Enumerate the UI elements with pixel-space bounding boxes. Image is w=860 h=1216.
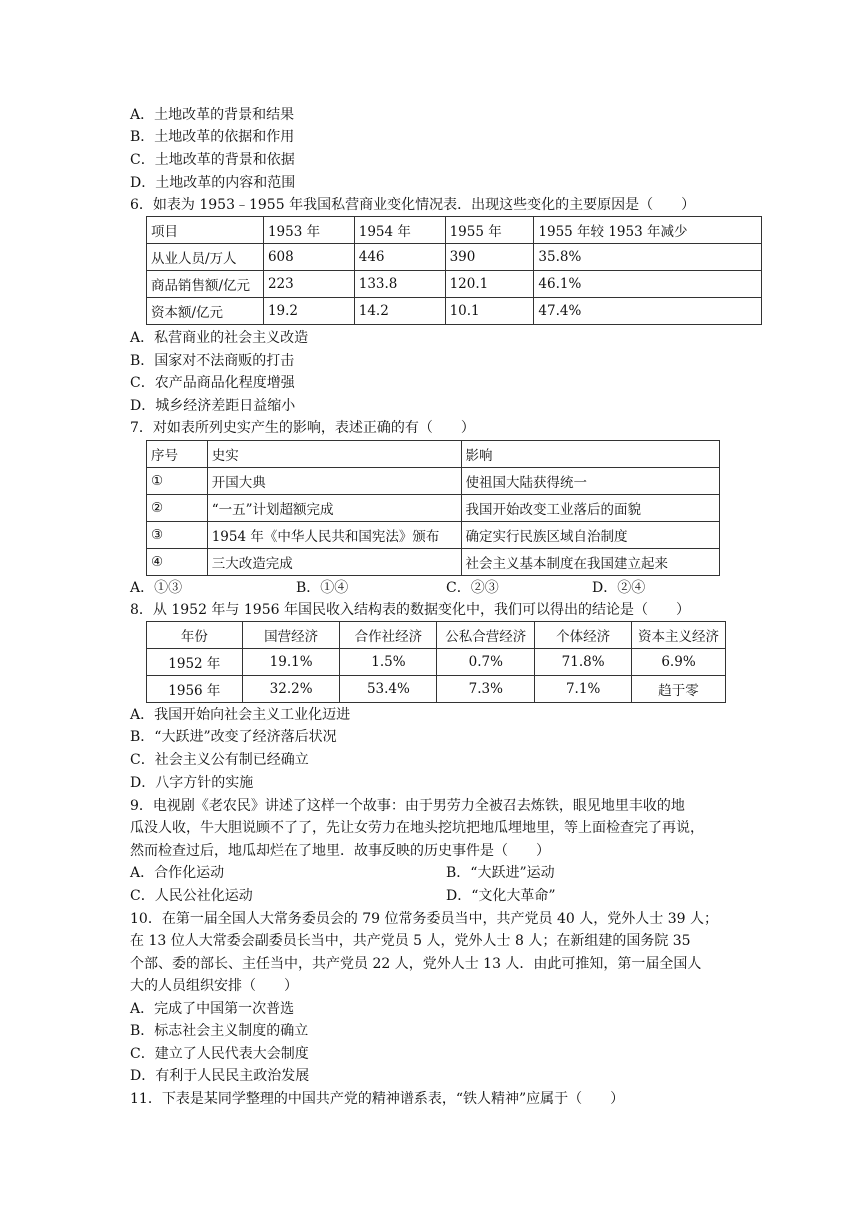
q7-option-c: C．②③ [446, 580, 499, 596]
table-cell: 资本主义经济 [632, 622, 726, 649]
q8-stem: 8．从 1952 年与 1956 年国民收入结构表的数据变化中，我们可以得出的结论是（ ） [130, 602, 690, 618]
table-cell: 1955 年 [445, 217, 534, 244]
q10-stem-line: 大的人员组织安排（ ） [130, 978, 298, 994]
table-cell: 史实 [207, 441, 461, 468]
table-cell: 1953 年 [263, 217, 354, 244]
table-row [147, 298, 762, 325]
q9-option-d: D．“文化大革命” [446, 888, 556, 904]
table-cell: “一五”计划超额完成 [207, 495, 461, 522]
q6-table [146, 216, 762, 325]
q6-option-b: B．国家对不法商贩的打击 [130, 353, 295, 369]
table-cell: 确定实行民族区域自治制度 [461, 522, 719, 549]
table-row [147, 676, 726, 703]
q9-option-c: C．人民公社化运动 [130, 888, 253, 904]
table-cell: 使祖国大陆获得统一 [461, 468, 719, 495]
table-cell: 10.1 [445, 298, 534, 325]
table-cell: 6.9% [632, 649, 726, 676]
table-cell: 19.1% [242, 649, 340, 676]
q9-option-a: A．合作化运动 [130, 865, 225, 881]
table-cell: 7.1% [535, 676, 632, 703]
table-cell: 1954 年《中华人民共和国宪法》颁布 [207, 522, 461, 549]
table-cell: 趋于零 [632, 676, 726, 703]
q5-option-b: B．土地改革的依据和作用 [130, 129, 295, 145]
q5-option-c: C．土地改革的背景和依据 [130, 152, 295, 168]
table-cell: 71.8% [535, 649, 632, 676]
q6-option-c: C．农产品商品化程度增强 [130, 375, 295, 391]
table-cell: 133.8 [354, 271, 445, 298]
table-row [147, 649, 726, 676]
table-cell: 1952 年 [147, 649, 243, 676]
table-cell: 从业人员/万人 [147, 244, 264, 271]
table-cell: 0.7% [437, 649, 535, 676]
q9-stem-line: 9．电视剧《老农民》讲述了这样一个故事：由于男劳力全被召去炼铁，眼见地里丰收的地 [130, 798, 685, 814]
q8-table [146, 621, 726, 703]
q9-option-b: B．“大跃进”运动 [446, 865, 555, 881]
q6-option-d: D．城乡经济差距日益缩小 [130, 398, 296, 414]
table-cell: 1955 年较 1953 年减少 [534, 217, 762, 244]
table-cell: 资本额/亿元 [147, 298, 264, 325]
table-cell: 年份 [147, 622, 243, 649]
table-row [147, 622, 726, 649]
table-cell: 35.8% [534, 244, 762, 271]
q10-stem-line: 个部、委的部长、主任当中，共产党员 22 人，党外人士 13 人．由此可推知，第一届全国人 [130, 956, 702, 972]
q9-stem-line: 然而检查过后，地瓜却烂在了地里．故事反映的历史事件是（ ） [130, 843, 550, 859]
q7-option-d: D．②④ [592, 580, 646, 596]
table-cell: ① [147, 468, 208, 495]
table-cell: 1954 年 [354, 217, 445, 244]
table-cell: 47.4% [534, 298, 762, 325]
table-cell: 个体经济 [535, 622, 632, 649]
q8-option-a: A．我国开始向社会主义工业化迈进 [130, 707, 351, 723]
table-cell: 446 [354, 244, 445, 271]
table-cell: ② [147, 495, 208, 522]
table-row [147, 271, 762, 298]
table-cell: 608 [263, 244, 354, 271]
table-row [147, 244, 762, 271]
table-cell: 合作社经济 [340, 622, 437, 649]
q6-stem: 6．如表为 1953﹣1955 年我国私营商业变化情况表．出现这些变化的主要原因是（ ） [130, 197, 696, 213]
table-cell: 公私合营经济 [437, 622, 535, 649]
table-cell: 影响 [461, 441, 719, 468]
table-cell: 三大改造完成 [207, 549, 461, 576]
q11-stem: 11．下表是某同学整理的中国共产党的精神谱系表，“铁人精神”应属于（ ） [130, 1091, 625, 1107]
q8-option-b: B．“大跃进”改变了经济落后状况 [130, 729, 337, 745]
table-row [147, 441, 720, 468]
q5-option-a: A．土地改革的背景和结果 [130, 107, 295, 123]
table-cell: ③ [147, 522, 208, 549]
q6-option-a: A．私营商业的社会主义改造 [130, 330, 309, 346]
q7-stem: 7．对如表所列史实产生的影响，表述正确的有（ ） [130, 420, 475, 436]
table-row [147, 549, 720, 576]
q7-option-b: B．①④ [296, 580, 349, 596]
q10-option-b: B．标志社会主义制度的确立 [130, 1023, 309, 1039]
q5-option-d: D．土地改革的内容和范围 [130, 175, 296, 191]
q10-option-a: A．完成了中国第一次普选 [130, 1001, 295, 1017]
table-cell: 19.2 [263, 298, 354, 325]
table-cell: 开国大典 [207, 468, 461, 495]
table-cell: 我国开始改变工业落后的面貌 [461, 495, 719, 522]
q8-option-d: D．八字方针的实施 [130, 775, 254, 791]
q9-stem-line: 瓜没人收，牛大胆说顾不了了，先让女劳力在地头挖坑把地瓜埋地里，等上面检查完了再说， [130, 820, 704, 836]
table-cell: 社会主义基本制度在我国建立起来 [461, 549, 719, 576]
table-row [147, 468, 720, 495]
q10-option-d: D．有利于人民民主政治发展 [130, 1068, 310, 1084]
table-cell: ④ [147, 549, 208, 576]
table-cell: 1956 年 [147, 676, 243, 703]
q7-option-a: A．①③ [130, 580, 183, 596]
q10-stem-line: 在 13 位人大常委会副委员长当中，共产党员 5 人，党外人士 8 人；在新组建的国务院 35 [130, 933, 691, 949]
q10-stem-line: 10．在第一届全国人大常务委员会的 79 位常务委员当中，共产党员 40 人，党外人士 39 人； [130, 911, 718, 927]
table-cell: 223 [263, 271, 354, 298]
table-cell: 46.1% [534, 271, 762, 298]
table-cell: 32.2% [242, 676, 340, 703]
table-cell: 53.4% [340, 676, 437, 703]
table-row [147, 522, 720, 549]
q8-option-c: C．社会主义公有制已经确立 [130, 752, 309, 768]
table-cell: 7.3% [437, 676, 535, 703]
table-cell: 14.2 [354, 298, 445, 325]
table-cell: 商品销售额/亿元 [147, 271, 264, 298]
table-cell: 120.1 [445, 271, 534, 298]
table-cell: 1.5% [340, 649, 437, 676]
table-row [147, 217, 762, 244]
table-cell: 国营经济 [242, 622, 340, 649]
table-cell: 390 [445, 244, 534, 271]
q10-option-c: C．建立了人民代表大会制度 [130, 1046, 309, 1062]
q7-table [146, 440, 720, 576]
table-row [147, 495, 720, 522]
table-cell: 项目 [147, 217, 264, 244]
table-cell: 序号 [147, 441, 208, 468]
